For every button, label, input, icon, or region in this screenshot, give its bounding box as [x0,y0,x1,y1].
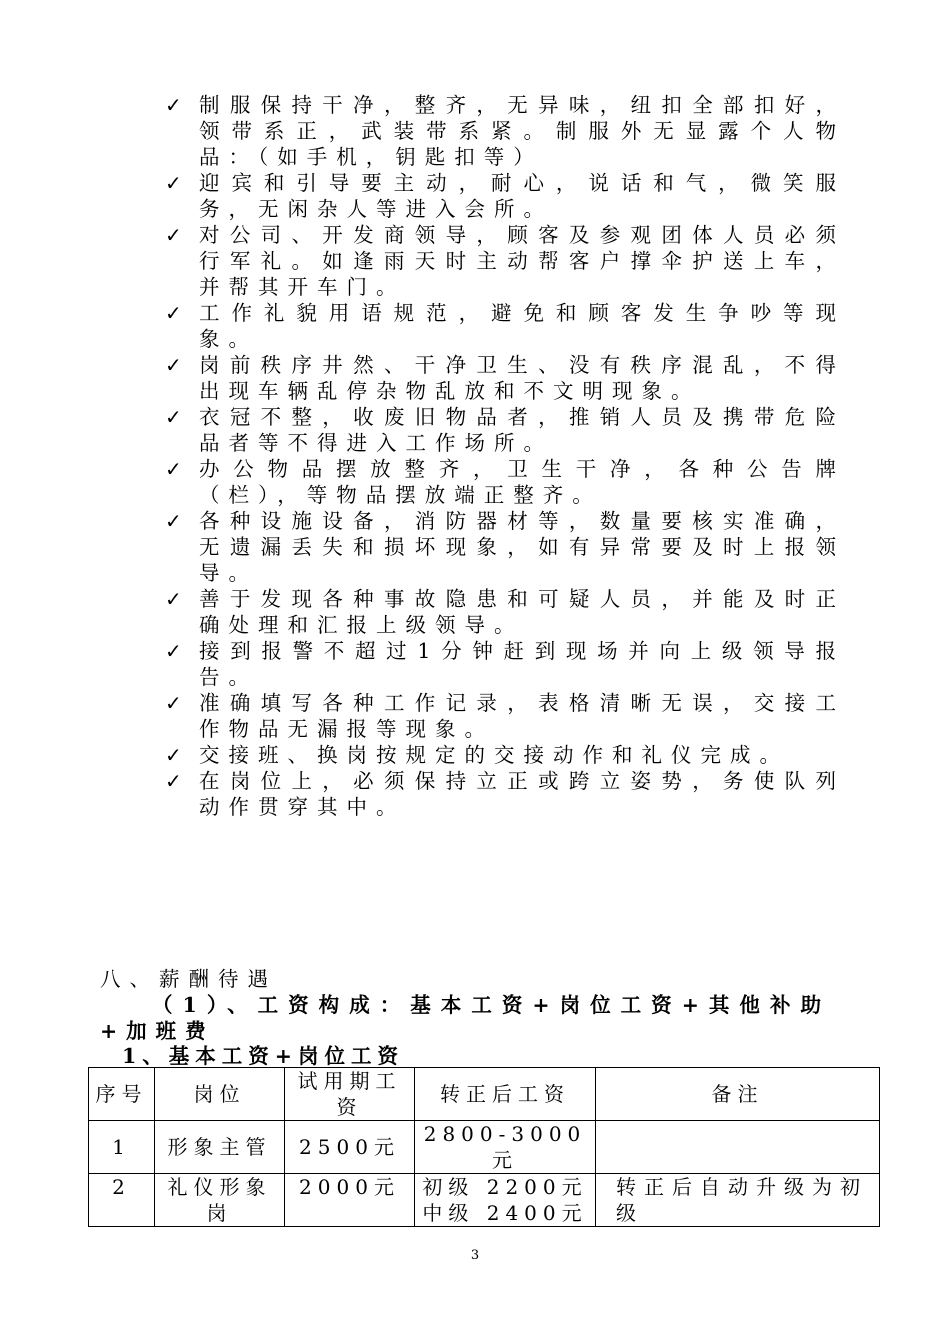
list-item [165,92,845,170]
cell-regular-salary [415,1174,596,1227]
list-item [165,404,845,456]
rule-text: 工作礼貌用语规范，避免和顾客发生争吵等现象。 [199,301,845,351]
salary-table [88,1067,880,1227]
rule-text: 在岗位上，必须保持立正或跨立姿势，务使队列动作贯穿其中。 [199,769,845,819]
list-item [165,742,845,768]
rule-text: 制服保持干净，整齐，无异味，纽扣全部扣好，领带系正，武装带系紧。制服外无显露个人物品：（如手机，钥匙扣等） [199,93,845,169]
checkmark-icon: ✓ [165,457,182,481]
cell-number: 2 [89,1174,155,1227]
rule-text: 迎宾和引导要主动，耐心，说话和气，微笑服务，无闲杂人等进入会所。 [199,171,845,221]
cell-note: 转正后自动升级为初级 [596,1174,880,1227]
header-number: 序号 [89,1068,155,1121]
checkmark-icon: ✓ [165,509,182,533]
header-note: 备注 [596,1068,880,1121]
page-number: 3 [470,1248,480,1263]
list-item [165,352,845,404]
checkmark-icon: ✓ [165,93,182,117]
checkmark-icon: ✓ [165,639,182,663]
list-item [165,508,845,586]
rule-text: 衣冠不整，收废旧物品者，推销人员及携带危险品者等不得进入工作场所。 [199,405,845,455]
list-item [165,586,845,638]
table-row [89,1174,880,1227]
checkmark-icon: ✓ [165,587,182,611]
section-title: 八、薪酬待遇 [100,967,277,991]
cell-regular-salary [415,1121,596,1174]
list-item [165,170,845,222]
list-item [165,456,845,508]
cell-trial-salary: 2000元 [285,1174,415,1227]
checkmark-icon: ✓ [165,769,182,793]
rule-text: 办公物品摆放整齐，卫生干净，各种公告牌（栏），等物品摆放端正整齐。 [199,457,845,507]
rule-text: 各种设施设备，消防器材等，数量要核实准确，无遗漏丢失和损坏现象，如有异常要及时上报领导。 [199,509,845,585]
header-trial-salary: 试用期工资 [285,1068,415,1121]
rule-text: 准确填写各种工作记录，表格清晰无误，交接工作物品无漏报等现象。 [199,691,845,741]
rule-text: 对公司、开发商领导，顾客及参观团体人员必须行军礼。如逢雨天时主动帮客户撑伞护送上车，并帮其开车门。 [199,223,845,299]
checkmark-icon: ✓ [165,353,182,377]
header-regular-salary: 转正后工资 [415,1068,596,1121]
regular-salary-junior: 初级 2200元 [422,1175,588,1199]
cell-post: 礼仪形象岗 [155,1174,285,1227]
rules-list [165,92,845,820]
table-header-row [89,1068,880,1121]
list-item [165,638,845,690]
rule-text: 交接班、换岗按规定的交接动作和礼仪完成。 [199,743,789,767]
list-item [165,222,845,300]
list-item [165,768,845,820]
cell-note [596,1121,880,1174]
checkmark-icon: ✓ [165,691,182,715]
checkmark-icon: ✓ [165,171,182,195]
rule-text: 岗前秩序井然、干净卫生、没有秩序混乱，不得出现车辆乱停杂物乱放和不文明现象。 [199,353,845,403]
cell-number: 1 [89,1121,155,1174]
regular-salary-value: 2800-3000元 [423,1122,587,1172]
rule-text: 善于发现各种事故隐患和可疑人员，并能及时正确处理和汇报上级领导。 [199,587,845,637]
salary-composition: （1）、工资构成：基本工资+岗位工资+其他补助+加班费 [100,993,830,1043]
checkmark-icon: ✓ [165,301,182,325]
rule-text: 接到报警不超过1分钟赶到现场并向上级领导报告。 [199,639,845,689]
checkmark-icon: ✓ [165,405,182,429]
regular-salary-middle: 中级 2400元 [422,1201,588,1225]
checkmark-icon: ✓ [165,223,182,247]
list-item [165,300,845,352]
cell-post: 形象主管 [155,1121,285,1174]
table-row [89,1121,880,1174]
cell-trial-salary: 2500元 [285,1121,415,1174]
header-post: 岗位 [155,1068,285,1121]
table-heading: 1、基本工资+岗位工资 [122,1044,404,1068]
checkmark-icon: ✓ [165,743,182,767]
list-item [165,690,845,742]
